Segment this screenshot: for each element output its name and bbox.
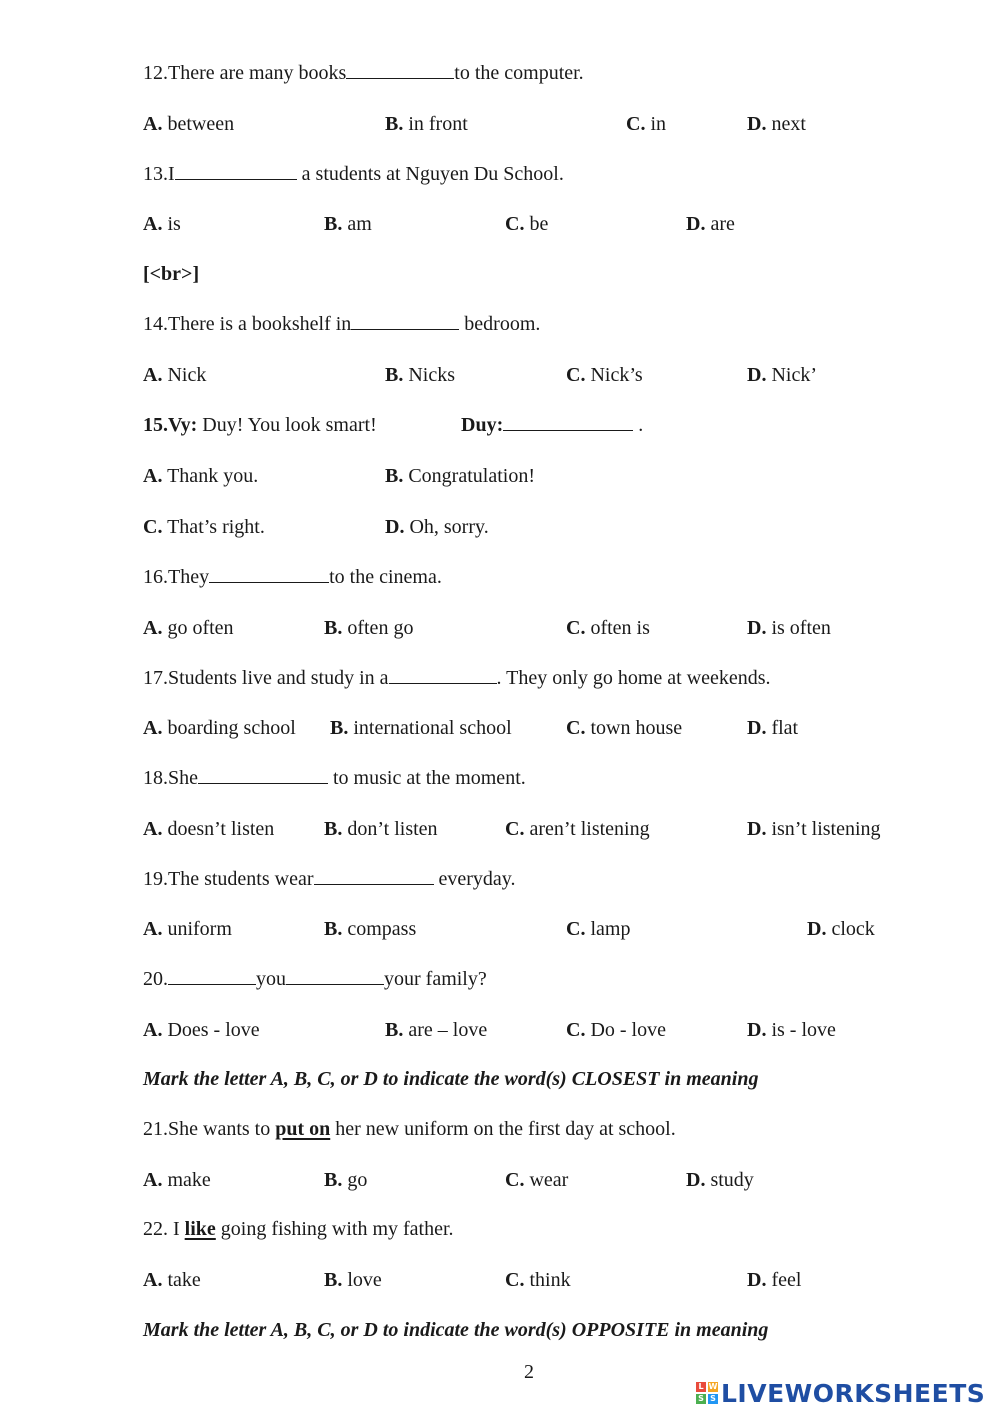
answer-blank-2[interactable] [286, 968, 384, 985]
option-c[interactable]: C. think [505, 1269, 571, 1291]
question-22: 22. I like going fishing with my father. [143, 1218, 454, 1240]
option-b[interactable]: B. compass [324, 918, 417, 940]
question-14: 14.There is a bookshelf in bedroom. [143, 313, 541, 335]
answer-blank[interactable] [503, 414, 633, 431]
answer-blank[interactable] [314, 868, 434, 885]
option-d[interactable]: D. study [686, 1169, 754, 1191]
question-18: 18.She to music at the moment. [143, 767, 526, 789]
answer-blank[interactable] [351, 313, 459, 330]
question-12: 12.There are many books to the computer. [143, 62, 584, 84]
instruction-closest: Mark the letter A, B, C, or D to indicate the word(s) CLOSEST in meaning [143, 1068, 759, 1090]
option-b[interactable]: B. love [324, 1269, 382, 1291]
option-a[interactable]: A. between [143, 113, 235, 135]
question-15-duy: Duy: . [461, 414, 644, 436]
option-b[interactable]: B. Congratulation! [385, 465, 535, 487]
answer-blank[interactable] [198, 767, 328, 784]
question-17: 17.Students live and study in a . They only go home at weekends. [143, 667, 771, 689]
option-d[interactable]: D. is often [747, 617, 831, 639]
brand-name: LIVEWORKSHEETS [721, 1378, 986, 1408]
keyword: put on [275, 1118, 331, 1140]
question-19: 19.The students wear everyday. [143, 868, 516, 890]
option-c[interactable]: C. Nick’s [566, 364, 643, 386]
option-b[interactable]: B. am [324, 213, 372, 235]
option-c[interactable]: C. often is [566, 617, 650, 639]
option-a[interactable]: A. uniform [143, 918, 232, 940]
logo-tile: S [708, 1394, 718, 1404]
option-d[interactable]: D. feel [747, 1269, 802, 1291]
option-a[interactable]: A. doesn’t listen [143, 818, 275, 840]
keyword: like [184, 1218, 216, 1240]
option-b[interactable]: B. don’t listen [324, 818, 438, 840]
option-a[interactable]: A. take [143, 1269, 201, 1291]
option-b[interactable]: B. go [324, 1169, 368, 1191]
option-c[interactable]: C. town house [566, 717, 683, 739]
option-c[interactable]: C. wear [505, 1169, 569, 1191]
option-d[interactable]: D. next [747, 113, 806, 135]
br-marker: [<br>] [143, 263, 200, 285]
option-a[interactable]: A. Does - love [143, 1019, 260, 1041]
option-d[interactable]: D. flat [747, 717, 799, 739]
liveworksheets-logo [696, 1378, 985, 1408]
answer-blank[interactable] [346, 62, 454, 79]
instruction-opposite: Mark the letter A, B, C, or D to indicate the word(s) OPPOSITE in meaning [143, 1319, 769, 1341]
question-16: 16.They to the cinema. [143, 566, 442, 588]
answer-blank[interactable] [175, 163, 297, 180]
option-a[interactable]: A. go often [143, 617, 234, 639]
option-c[interactable]: C. in [626, 113, 667, 135]
option-d[interactable]: D. is - love [747, 1019, 836, 1041]
option-b[interactable]: B. in front [385, 113, 468, 135]
answer-blank-1[interactable] [168, 968, 256, 985]
question-20: 20. you your family? [143, 968, 487, 990]
option-c[interactable]: C. aren’t listening [505, 818, 650, 840]
option-a[interactable]: A. is [143, 213, 181, 235]
option-c[interactable]: C. lamp [566, 918, 631, 940]
logo-tile: W [708, 1382, 718, 1391]
question-21: 21.She wants to put on her new uniform on the first day at school. [143, 1118, 676, 1140]
option-c[interactable]: C. That’s right. [143, 516, 265, 538]
option-d[interactable]: D. are [686, 213, 735, 235]
question-13: 13.I a students at Nguyen Du School. [143, 163, 564, 185]
logo-tile: S [696, 1394, 706, 1404]
option-a[interactable]: A. boarding school [143, 717, 296, 739]
option-b[interactable]: B. often go [324, 617, 414, 639]
question-15: 15.Vy: Duy! You look smart! [143, 414, 377, 436]
option-b[interactable]: B. Nicks [385, 364, 456, 386]
option-a[interactable]: A. Thank you. [143, 465, 259, 487]
option-d[interactable]: D. isn’t listening [747, 818, 881, 840]
option-a[interactable]: A. make [143, 1169, 211, 1191]
option-b[interactable]: B. are – love [385, 1019, 488, 1041]
page-number: 2 [524, 1361, 534, 1383]
answer-blank[interactable] [389, 667, 497, 684]
option-d[interactable]: D. Nick’ [747, 364, 817, 386]
option-b[interactable]: B. international school [330, 717, 512, 739]
option-c[interactable]: C. Do - love [566, 1019, 666, 1041]
option-a[interactable]: A. Nick [143, 364, 207, 386]
option-d[interactable]: D. clock [807, 918, 875, 940]
option-d[interactable]: D. Oh, sorry. [385, 516, 489, 538]
option-c[interactable]: C. be [505, 213, 549, 235]
logo-tile: L [696, 1382, 706, 1392]
answer-blank[interactable] [209, 566, 329, 583]
logo-tiles-icon [696, 1382, 718, 1404]
